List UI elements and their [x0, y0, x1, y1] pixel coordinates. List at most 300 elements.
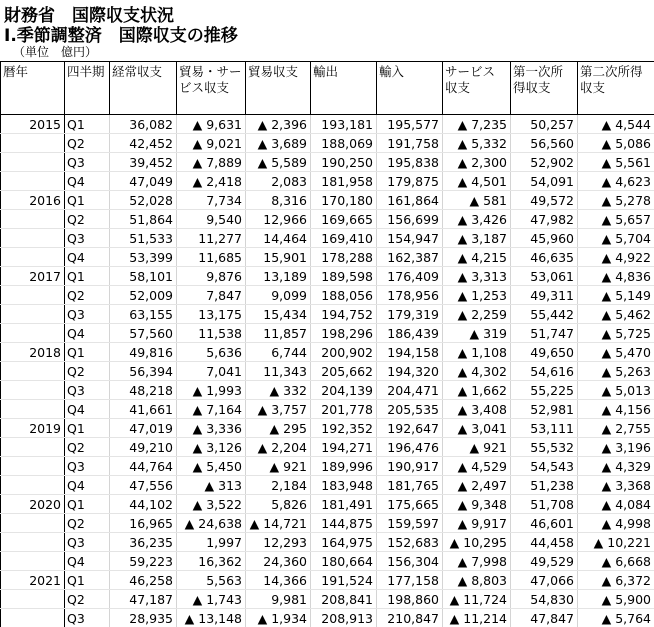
value-cell[interactable]: ▲ 1,934: [246, 609, 311, 627]
value-cell[interactable]: ▲ 2,755: [578, 419, 654, 438]
col-header-current-account[interactable]: 経常収支: [110, 62, 177, 115]
value-cell[interactable]: ▲ 11,214: [443, 609, 511, 627]
quarter-cell[interactable]: Q2: [65, 514, 110, 533]
table-row: [1, 153, 654, 172]
value-cell[interactable]: 13,189: [246, 267, 311, 286]
value-cell[interactable]: 194,271: [311, 438, 377, 457]
value-cell[interactable]: 179,875: [377, 172, 443, 191]
value-cell[interactable]: 144,875: [311, 514, 377, 533]
value-cell[interactable]: ▲ 5,725: [578, 324, 654, 343]
year-cell[interactable]: [1, 381, 65, 400]
header-row: [1, 62, 654, 115]
value-cell[interactable]: 191,524: [311, 571, 377, 590]
value-cell[interactable]: ▲ 3,187: [443, 229, 511, 248]
quarter-cell[interactable]: Q3: [65, 609, 110, 627]
quarter-cell[interactable]: Q1: [65, 495, 110, 514]
quarter-cell[interactable]: Q2: [65, 210, 110, 229]
value-cell[interactable]: 205,662: [311, 362, 377, 381]
value-cell[interactable]: 178,288: [311, 248, 377, 267]
value-cell[interactable]: 156,699: [377, 210, 443, 229]
value-cell[interactable]: ▲ 9,917: [443, 514, 511, 533]
value-cell[interactable]: 179,319: [377, 305, 443, 324]
value-cell[interactable]: 189,996: [311, 457, 377, 476]
value-cell[interactable]: 12,293: [246, 533, 311, 552]
value-cell[interactable]: 188,056: [311, 286, 377, 305]
value-cell[interactable]: ▲ 4,302: [443, 362, 511, 381]
value-cell[interactable]: ▲ 13,148: [177, 609, 246, 627]
value-cell[interactable]: 15,434: [246, 305, 311, 324]
year-cell[interactable]: [1, 514, 65, 533]
value-cell[interactable]: 170,180: [311, 191, 377, 210]
value-cell[interactable]: 44,764: [110, 457, 177, 476]
value-cell[interactable]: 162,387: [377, 248, 443, 267]
value-cell[interactable]: 5,636: [177, 343, 246, 362]
value-cell[interactable]: 49,650: [511, 343, 578, 362]
balance-of-payments-table: [0, 61, 654, 627]
value-cell[interactable]: 194,158: [377, 343, 443, 362]
value-cell[interactable]: 198,296: [311, 324, 377, 343]
value-cell[interactable]: ▲ 4,329: [578, 457, 654, 476]
value-cell[interactable]: 53,061: [511, 267, 578, 286]
value-cell[interactable]: ▲ 24,638: [177, 514, 246, 533]
table-row: [1, 533, 654, 552]
value-cell[interactable]: ▲ 5,657: [578, 210, 654, 229]
value-cell[interactable]: 46,258: [110, 571, 177, 590]
col-header-services[interactable]: サービス収支: [443, 62, 511, 115]
value-cell[interactable]: 195,577: [377, 115, 443, 134]
value-cell[interactable]: ▲ 5,764: [578, 609, 654, 627]
value-cell[interactable]: 194,320: [377, 362, 443, 381]
quarter-cell[interactable]: Q1: [65, 267, 110, 286]
year-cell[interactable]: [1, 172, 65, 191]
table-row: [1, 419, 654, 438]
value-cell[interactable]: 2,184: [246, 476, 311, 495]
value-cell[interactable]: 189,598: [311, 267, 377, 286]
value-cell[interactable]: ▲ 5,332: [443, 134, 511, 153]
table-row: [1, 267, 654, 286]
value-cell[interactable]: 16,362: [177, 552, 246, 571]
value-cell[interactable]: ▲ 7,889: [177, 153, 246, 172]
value-cell[interactable]: 9,540: [177, 210, 246, 229]
value-cell[interactable]: 45,960: [511, 229, 578, 248]
table-row: [1, 229, 654, 248]
year-cell[interactable]: 2021: [1, 571, 65, 590]
value-cell[interactable]: ▲ 7,235: [443, 115, 511, 134]
year-cell[interactable]: 2019: [1, 419, 65, 438]
value-cell[interactable]: ▲ 4,836: [578, 267, 654, 286]
value-cell[interactable]: 47,982: [511, 210, 578, 229]
value-cell[interactable]: ▲ 3,426: [443, 210, 511, 229]
value-cell[interactable]: 193,181: [311, 115, 377, 134]
value-cell[interactable]: ▲ 3,522: [177, 495, 246, 514]
value-cell[interactable]: 198,860: [377, 590, 443, 609]
quarter-cell[interactable]: Q3: [65, 381, 110, 400]
table-row: [1, 400, 654, 419]
table-row: [1, 248, 654, 267]
year-cell[interactable]: [1, 438, 65, 457]
year-cell[interactable]: 2020: [1, 495, 65, 514]
value-cell[interactable]: 12,966: [246, 210, 311, 229]
value-cell[interactable]: 49,572: [511, 191, 578, 210]
value-cell[interactable]: 55,225: [511, 381, 578, 400]
value-cell[interactable]: 175,665: [377, 495, 443, 514]
value-cell[interactable]: ▲ 319: [443, 324, 511, 343]
value-cell[interactable]: 208,913: [311, 609, 377, 627]
value-cell[interactable]: 7,847: [177, 286, 246, 305]
value-cell[interactable]: 9,099: [246, 286, 311, 305]
quarter-cell[interactable]: Q3: [65, 533, 110, 552]
value-cell[interactable]: 24,360: [246, 552, 311, 571]
value-cell[interactable]: ▲ 3,408: [443, 400, 511, 419]
value-cell[interactable]: ▲ 2,204: [246, 438, 311, 457]
value-cell[interactable]: ▲ 10,295: [443, 533, 511, 552]
value-cell[interactable]: ▲ 4,501: [443, 172, 511, 191]
year-cell[interactable]: [1, 134, 65, 153]
value-cell[interactable]: 52,028: [110, 191, 177, 210]
value-cell[interactable]: 11,343: [246, 362, 311, 381]
value-cell[interactable]: 195,838: [377, 153, 443, 172]
value-cell[interactable]: 54,616: [511, 362, 578, 381]
year-cell[interactable]: 2015: [1, 115, 65, 134]
value-cell[interactable]: ▲ 4,623: [578, 172, 654, 191]
value-cell[interactable]: ▲ 5,149: [578, 286, 654, 305]
value-cell[interactable]: ▲ 5,278: [578, 191, 654, 210]
value-cell[interactable]: 47,019: [110, 419, 177, 438]
value-cell[interactable]: 56,394: [110, 362, 177, 381]
value-cell[interactable]: 190,250: [311, 153, 377, 172]
value-cell[interactable]: 156,304: [377, 552, 443, 571]
value-cell[interactable]: 159,597: [377, 514, 443, 533]
quarter-cell[interactable]: Q4: [65, 552, 110, 571]
quarter-cell[interactable]: Q2: [65, 362, 110, 381]
col-header-quarter[interactable]: 四半期: [65, 62, 110, 115]
quarter-cell[interactable]: Q3: [65, 305, 110, 324]
value-cell[interactable]: 169,665: [311, 210, 377, 229]
value-cell[interactable]: ▲ 3,126: [177, 438, 246, 457]
year-cell[interactable]: 2018: [1, 343, 65, 362]
value-cell[interactable]: ▲ 5,013: [578, 381, 654, 400]
quarter-cell[interactable]: Q2: [65, 134, 110, 153]
value-cell[interactable]: 47,049: [110, 172, 177, 191]
value-cell[interactable]: ▲ 3,368: [578, 476, 654, 495]
value-cell[interactable]: 54,830: [511, 590, 578, 609]
year-cell[interactable]: 2016: [1, 191, 65, 210]
value-cell[interactable]: ▲ 5,086: [578, 134, 654, 153]
value-cell[interactable]: 36,082: [110, 115, 177, 134]
value-cell[interactable]: ▲ 5,561: [578, 153, 654, 172]
value-cell[interactable]: ▲ 4,998: [578, 514, 654, 533]
quarter-cell[interactable]: Q4: [65, 172, 110, 191]
value-cell[interactable]: 58,101: [110, 267, 177, 286]
year-cell[interactable]: [1, 153, 65, 172]
value-cell[interactable]: ▲ 7,164: [177, 400, 246, 419]
value-cell[interactable]: 47,187: [110, 590, 177, 609]
value-cell[interactable]: ▲ 4,529: [443, 457, 511, 476]
value-cell[interactable]: 46,635: [511, 248, 578, 267]
table-row: [1, 495, 654, 514]
value-cell[interactable]: 14,464: [246, 229, 311, 248]
year-cell[interactable]: [1, 609, 65, 627]
value-cell[interactable]: 57,560: [110, 324, 177, 343]
value-cell[interactable]: 59,223: [110, 552, 177, 571]
value-cell[interactable]: ▲ 5,900: [578, 590, 654, 609]
quarter-cell[interactable]: Q4: [65, 476, 110, 495]
value-cell[interactable]: 36,235: [110, 533, 177, 552]
value-cell[interactable]: ▲ 5,450: [177, 457, 246, 476]
value-cell[interactable]: 49,529: [511, 552, 578, 571]
year-cell[interactable]: [1, 552, 65, 571]
value-cell[interactable]: 208,841: [311, 590, 377, 609]
value-cell[interactable]: 181,958: [311, 172, 377, 191]
table-row: [1, 514, 654, 533]
value-cell[interactable]: ▲ 4,215: [443, 248, 511, 267]
value-cell[interactable]: 9,981: [246, 590, 311, 609]
value-cell[interactable]: ▲ 1,993: [177, 381, 246, 400]
value-cell[interactable]: 53,111: [511, 419, 578, 438]
value-cell[interactable]: ▲ 1,743: [177, 590, 246, 609]
year-cell[interactable]: [1, 362, 65, 381]
value-cell[interactable]: 192,352: [311, 419, 377, 438]
value-cell[interactable]: ▲ 6,372: [578, 571, 654, 590]
value-cell[interactable]: ▲ 921: [443, 438, 511, 457]
value-cell[interactable]: 52,902: [511, 153, 578, 172]
value-cell[interactable]: ▲ 5,263: [578, 362, 654, 381]
value-cell[interactable]: 178,956: [377, 286, 443, 305]
year-cell[interactable]: [1, 248, 65, 267]
value-cell[interactable]: ▲ 3,336: [177, 419, 246, 438]
value-cell[interactable]: 47,847: [511, 609, 578, 627]
quarter-cell[interactable]: Q3: [65, 457, 110, 476]
value-cell[interactable]: 14,366: [246, 571, 311, 590]
value-cell[interactable]: ▲ 5,704: [578, 229, 654, 248]
value-cell[interactable]: ▲ 8,803: [443, 571, 511, 590]
quarter-cell[interactable]: Q1: [65, 115, 110, 134]
value-cell[interactable]: ▲ 7,998: [443, 552, 511, 571]
value-cell[interactable]: 164,975: [311, 533, 377, 552]
value-cell[interactable]: ▲ 1,253: [443, 286, 511, 305]
table-row: [1, 552, 654, 571]
value-cell[interactable]: ▲ 11,724: [443, 590, 511, 609]
value-cell[interactable]: ▲ 10,221: [578, 533, 654, 552]
value-cell[interactable]: ▲ 4,544: [578, 115, 654, 134]
value-cell[interactable]: 54,543: [511, 457, 578, 476]
year-cell[interactable]: [1, 210, 65, 229]
value-cell[interactable]: 49,210: [110, 438, 177, 457]
value-cell[interactable]: ▲ 6,668: [578, 552, 654, 571]
value-cell[interactable]: 55,532: [511, 438, 578, 457]
value-cell[interactable]: 201,778: [311, 400, 377, 419]
value-cell[interactable]: 200,902: [311, 343, 377, 362]
value-cell[interactable]: 11,685: [177, 248, 246, 267]
value-cell[interactable]: 192,647: [377, 419, 443, 438]
quarter-cell[interactable]: Q1: [65, 343, 110, 362]
value-cell[interactable]: 50,257: [511, 115, 578, 134]
year-cell[interactable]: [1, 305, 65, 324]
value-cell[interactable]: ▲ 2,396: [246, 115, 311, 134]
year-cell[interactable]: [1, 229, 65, 248]
value-cell[interactable]: ▲ 9,348: [443, 495, 511, 514]
value-cell[interactable]: 186,439: [377, 324, 443, 343]
value-cell[interactable]: 11,538: [177, 324, 246, 343]
value-cell[interactable]: 51,238: [511, 476, 578, 495]
quarter-cell[interactable]: Q1: [65, 191, 110, 210]
table-row: [1, 210, 654, 229]
quarter-cell[interactable]: Q2: [65, 438, 110, 457]
value-cell[interactable]: 180,664: [311, 552, 377, 571]
value-cell[interactable]: 194,752: [311, 305, 377, 324]
value-cell[interactable]: ▲ 3,757: [246, 400, 311, 419]
value-cell[interactable]: 205,535: [377, 400, 443, 419]
value-cell[interactable]: 152,683: [377, 533, 443, 552]
value-cell[interactable]: 196,476: [377, 438, 443, 457]
value-cell[interactable]: 44,102: [110, 495, 177, 514]
value-cell[interactable]: 181,491: [311, 495, 377, 514]
value-cell[interactable]: 169,410: [311, 229, 377, 248]
col-header-primary-income[interactable]: 第一次所得収支: [511, 62, 578, 115]
table-row: [1, 571, 654, 590]
value-cell[interactable]: ▲ 3,689: [246, 134, 311, 153]
value-cell[interactable]: 191,758: [377, 134, 443, 153]
value-cell[interactable]: 54,091: [511, 172, 578, 191]
quarter-cell[interactable]: Q3: [65, 229, 110, 248]
value-cell[interactable]: ▲ 2,259: [443, 305, 511, 324]
value-cell[interactable]: 204,471: [377, 381, 443, 400]
value-cell[interactable]: 13,175: [177, 305, 246, 324]
year-cell[interactable]: [1, 590, 65, 609]
value-cell[interactable]: 56,560: [511, 134, 578, 153]
value-cell[interactable]: 52,009: [110, 286, 177, 305]
value-cell[interactable]: 42,452: [110, 134, 177, 153]
value-cell[interactable]: 55,442: [511, 305, 578, 324]
value-cell[interactable]: ▲ 5,462: [578, 305, 654, 324]
value-cell[interactable]: ▲ 295: [246, 419, 311, 438]
value-cell[interactable]: 49,311: [511, 286, 578, 305]
value-cell[interactable]: 51,747: [511, 324, 578, 343]
year-cell[interactable]: [1, 324, 65, 343]
value-cell[interactable]: 7,041: [177, 362, 246, 381]
value-cell[interactable]: 210,847: [377, 609, 443, 627]
value-cell[interactable]: 11,857: [246, 324, 311, 343]
table-row: [1, 362, 654, 381]
value-cell[interactable]: 51,533: [110, 229, 177, 248]
value-cell[interactable]: 48,218: [110, 381, 177, 400]
value-cell[interactable]: 5,826: [246, 495, 311, 514]
value-cell[interactable]: 15,901: [246, 248, 311, 267]
value-cell[interactable]: ▲ 313: [177, 476, 246, 495]
value-cell[interactable]: 2,083: [246, 172, 311, 191]
value-cell[interactable]: ▲ 2,418: [177, 172, 246, 191]
quarter-cell[interactable]: Q2: [65, 590, 110, 609]
quarter-cell[interactable]: Q1: [65, 571, 110, 590]
quarter-cell[interactable]: Q2: [65, 286, 110, 305]
value-cell[interactable]: 41,661: [110, 400, 177, 419]
value-cell[interactable]: 188,069: [311, 134, 377, 153]
value-cell[interactable]: 9,876: [177, 267, 246, 286]
year-cell[interactable]: [1, 533, 65, 552]
value-cell[interactable]: ▲ 5,470: [578, 343, 654, 362]
value-cell[interactable]: ▲ 2,300: [443, 153, 511, 172]
value-cell[interactable]: ▲ 4,156: [578, 400, 654, 419]
value-cell[interactable]: 52,981: [511, 400, 578, 419]
value-cell[interactable]: 183,948: [311, 476, 377, 495]
value-cell[interactable]: 28,935: [110, 609, 177, 627]
year-cell[interactable]: 2017: [1, 267, 65, 286]
quarter-cell[interactable]: Q4: [65, 400, 110, 419]
value-cell[interactable]: ▲ 3,041: [443, 419, 511, 438]
year-cell[interactable]: [1, 457, 65, 476]
value-cell[interactable]: ▲ 2,497: [443, 476, 511, 495]
table-row: [1, 476, 654, 495]
value-cell[interactable]: 190,917: [377, 457, 443, 476]
col-header-goods-services[interactable]: 貿易・サービス収支: [177, 62, 246, 115]
value-cell[interactable]: 63,155: [110, 305, 177, 324]
value-cell[interactable]: ▲ 14,721: [246, 514, 311, 533]
col-header-secondary-income[interactable]: 第二次所得収支: [578, 62, 654, 115]
col-header-imports[interactable]: 輸入: [377, 62, 443, 115]
col-header-trade-balance[interactable]: 貿易収支: [246, 62, 311, 115]
value-cell[interactable]: ▲ 3,196: [578, 438, 654, 457]
table-row: [1, 324, 654, 343]
value-cell[interactable]: 53,399: [110, 248, 177, 267]
value-cell[interactable]: ▲ 9,021: [177, 134, 246, 153]
value-cell[interactable]: ▲ 921: [246, 457, 311, 476]
value-cell[interactable]: 8,316: [246, 191, 311, 210]
value-cell[interactable]: ▲ 581: [443, 191, 511, 210]
table-row: [1, 381, 654, 400]
value-cell[interactable]: ▲ 3,313: [443, 267, 511, 286]
value-cell[interactable]: 51,864: [110, 210, 177, 229]
value-cell[interactable]: 39,452: [110, 153, 177, 172]
year-cell[interactable]: [1, 476, 65, 495]
value-cell[interactable]: 46,601: [511, 514, 578, 533]
value-cell[interactable]: 16,965: [110, 514, 177, 533]
value-cell[interactable]: 44,458: [511, 533, 578, 552]
value-cell[interactable]: 1,997: [177, 533, 246, 552]
value-cell[interactable]: ▲ 1,662: [443, 381, 511, 400]
value-cell[interactable]: 6,744: [246, 343, 311, 362]
quarter-cell[interactable]: Q1: [65, 419, 110, 438]
value-cell[interactable]: 181,765: [377, 476, 443, 495]
value-cell[interactable]: 177,158: [377, 571, 443, 590]
value-cell[interactable]: ▲ 4,922: [578, 248, 654, 267]
value-cell[interactable]: 51,708: [511, 495, 578, 514]
table-row: [1, 134, 654, 153]
quarter-cell[interactable]: Q4: [65, 248, 110, 267]
quarter-cell[interactable]: Q4: [65, 324, 110, 343]
quarter-cell[interactable]: Q3: [65, 153, 110, 172]
table-row: [1, 590, 654, 609]
value-cell[interactable]: 47,556: [110, 476, 177, 495]
value-cell[interactable]: 49,816: [110, 343, 177, 362]
value-cell[interactable]: ▲ 4,084: [578, 495, 654, 514]
col-header-exports[interactable]: 輸出: [311, 62, 377, 115]
value-cell[interactable]: ▲ 1,108: [443, 343, 511, 362]
value-cell[interactable]: 161,864: [377, 191, 443, 210]
value-cell[interactable]: 154,947: [377, 229, 443, 248]
col-header-year[interactable]: 暦年: [1, 62, 65, 115]
value-cell[interactable]: 7,734: [177, 191, 246, 210]
year-cell[interactable]: [1, 400, 65, 419]
value-cell[interactable]: ▲ 5,589: [246, 153, 311, 172]
value-cell[interactable]: 11,277: [177, 229, 246, 248]
value-cell[interactable]: 5,563: [177, 571, 246, 590]
value-cell[interactable]: ▲ 332: [246, 381, 311, 400]
value-cell[interactable]: ▲ 9,631: [177, 115, 246, 134]
year-cell[interactable]: [1, 286, 65, 305]
value-cell[interactable]: 176,409: [377, 267, 443, 286]
value-cell[interactable]: 204,139: [311, 381, 377, 400]
value-cell[interactable]: 47,066: [511, 571, 578, 590]
